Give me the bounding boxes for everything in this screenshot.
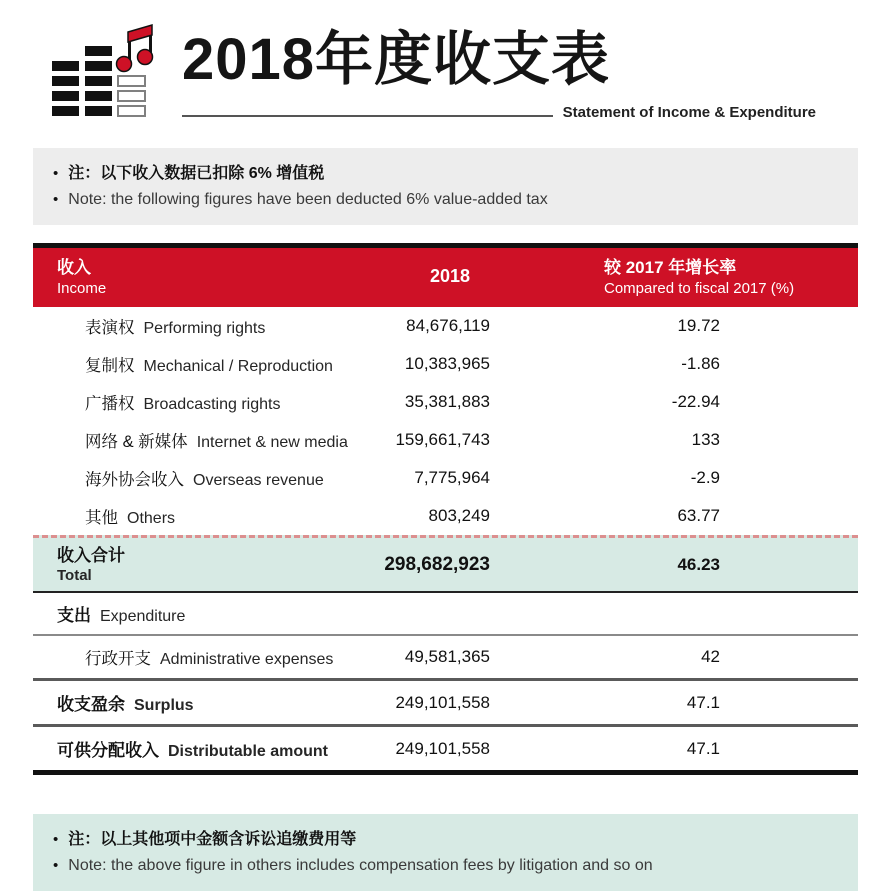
income-expenditure-table <box>33 243 858 775</box>
row-growth: 46.23 <box>677 554 720 574</box>
top-note-line-zh <box>53 161 838 187</box>
row-label <box>33 352 333 376</box>
row-label-en: Administrative expenses <box>160 651 334 668</box>
row-label-en: Distributable amount <box>168 743 329 760</box>
row-growth: -22.94 <box>671 392 720 411</box>
music-equalizer-notes-icon <box>52 24 156 122</box>
bullet-icon: • <box>53 165 59 182</box>
table-row <box>33 421 858 459</box>
title-underline <box>182 115 553 117</box>
row-growth: 47.1 <box>686 738 720 758</box>
page-subtitle: Statement of Income & Expenditure <box>562 104 816 122</box>
row-amount: 10,383,965 <box>404 354 490 373</box>
column-header-growth-en: Compared to fiscal 2017 (%) <box>604 280 795 297</box>
top-note-text-zh: 注：以下收入数据已扣除 6% 增值税 <box>68 165 325 182</box>
subtitle-row <box>182 104 816 121</box>
column-header-income <box>57 256 106 298</box>
row-label-zh: 复制权 <box>85 357 135 375</box>
masthead <box>52 18 816 122</box>
page-title: 2018年度收支表 <box>182 27 611 92</box>
column-header-income-en: Income <box>57 280 107 297</box>
row-amount: 803,249 <box>428 506 490 525</box>
bottom-note-line-zh <box>53 827 838 853</box>
row-label-zh: 收支盈余 <box>57 695 125 714</box>
row-label-en: Performing rights <box>143 320 266 337</box>
row-label-en: Surplus <box>134 697 194 714</box>
bottom-note-line-en <box>53 853 838 879</box>
row-label-en: Expenditure <box>100 608 186 625</box>
row-label-en: Internet & new media <box>196 434 348 451</box>
row-amount: 7,775,964 <box>414 468 490 487</box>
row-label-en: Overseas revenue <box>193 472 324 489</box>
row-label-en: Others <box>127 510 176 527</box>
table-bottom-rule <box>33 770 858 775</box>
bottom-note-text-zh: 注：以上其他项中金额含诉讼追缴费用等 <box>68 831 357 848</box>
row-amount: 49,581,365 <box>404 647 490 666</box>
row-label-zh: 支出 <box>57 606 91 625</box>
row-growth: 133 <box>691 430 720 449</box>
table-header <box>33 248 858 307</box>
row-label <box>33 544 125 585</box>
row-label-zh: 可供分配收入 <box>57 741 159 760</box>
top-note-line-en <box>53 187 838 213</box>
row-label-zh: 广播权 <box>85 395 135 413</box>
table-row <box>33 636 858 678</box>
row-growth: -2.9 <box>690 468 720 487</box>
row-label-zh: 行政开支 <box>85 650 151 668</box>
table-row-section <box>33 593 858 634</box>
row-growth: 47.1 <box>686 692 720 712</box>
bottom-note-box <box>33 814 858 891</box>
row-label <box>33 466 324 490</box>
row-amount: 159,661,743 <box>395 430 490 449</box>
column-header-growth <box>604 256 794 298</box>
table-row-surplus <box>33 681 858 724</box>
row-label-zh: 收入合计 <box>57 546 125 565</box>
row-amount: 249,101,558 <box>395 692 490 712</box>
row-growth: 19.72 <box>677 316 720 335</box>
column-header-year: 2018 <box>429 266 470 286</box>
table-row-distributable <box>33 727 858 770</box>
table-row <box>33 345 858 383</box>
row-amount: 249,101,558 <box>395 738 490 758</box>
row-growth: 42 <box>701 647 720 666</box>
bottom-note-text-en: Note: the above figure in others includes compensation fees by litigation and so on <box>68 857 653 874</box>
row-label-zh: 其他 <box>85 509 118 527</box>
row-amount: 298,682,923 <box>384 553 490 575</box>
bullet-icon: • <box>53 191 59 208</box>
row-label <box>33 645 333 669</box>
table-row <box>33 459 858 497</box>
row-label-zh: 海外协会收入 <box>85 471 184 489</box>
title-block <box>182 18 816 121</box>
row-label <box>33 390 280 414</box>
table-row <box>33 383 858 421</box>
row-label <box>33 504 175 528</box>
row-label <box>33 314 265 338</box>
row-label-en: Broadcasting rights <box>143 396 281 413</box>
row-label-en: Total <box>57 567 92 584</box>
bullet-icon: • <box>53 831 59 848</box>
table-row <box>33 307 858 345</box>
row-label <box>33 690 194 715</box>
top-note-box <box>33 148 858 225</box>
column-header-growth-zh: 较 2017 年增长率 <box>604 258 737 277</box>
row-amount: 35,381,883 <box>404 392 490 411</box>
table-row <box>33 497 858 535</box>
row-label-en: Mechanical / Reproduction <box>143 358 333 375</box>
row-label <box>33 428 348 452</box>
row-label <box>33 601 185 626</box>
row-label <box>33 736 328 761</box>
row-amount: 84,676,119 <box>406 316 490 335</box>
row-growth: 63.77 <box>677 506 720 525</box>
row-label-zh: 网络 & 新媒体 <box>85 433 188 451</box>
row-growth: -1.86 <box>681 354 720 373</box>
bullet-icon: • <box>53 857 59 874</box>
top-note-text-en: Note: the following figures have been deducted 6% value-added tax <box>68 191 548 208</box>
row-label-zh: 表演权 <box>85 319 135 337</box>
column-header-income-zh: 收入 <box>57 258 91 277</box>
table-row-total <box>33 535 858 591</box>
